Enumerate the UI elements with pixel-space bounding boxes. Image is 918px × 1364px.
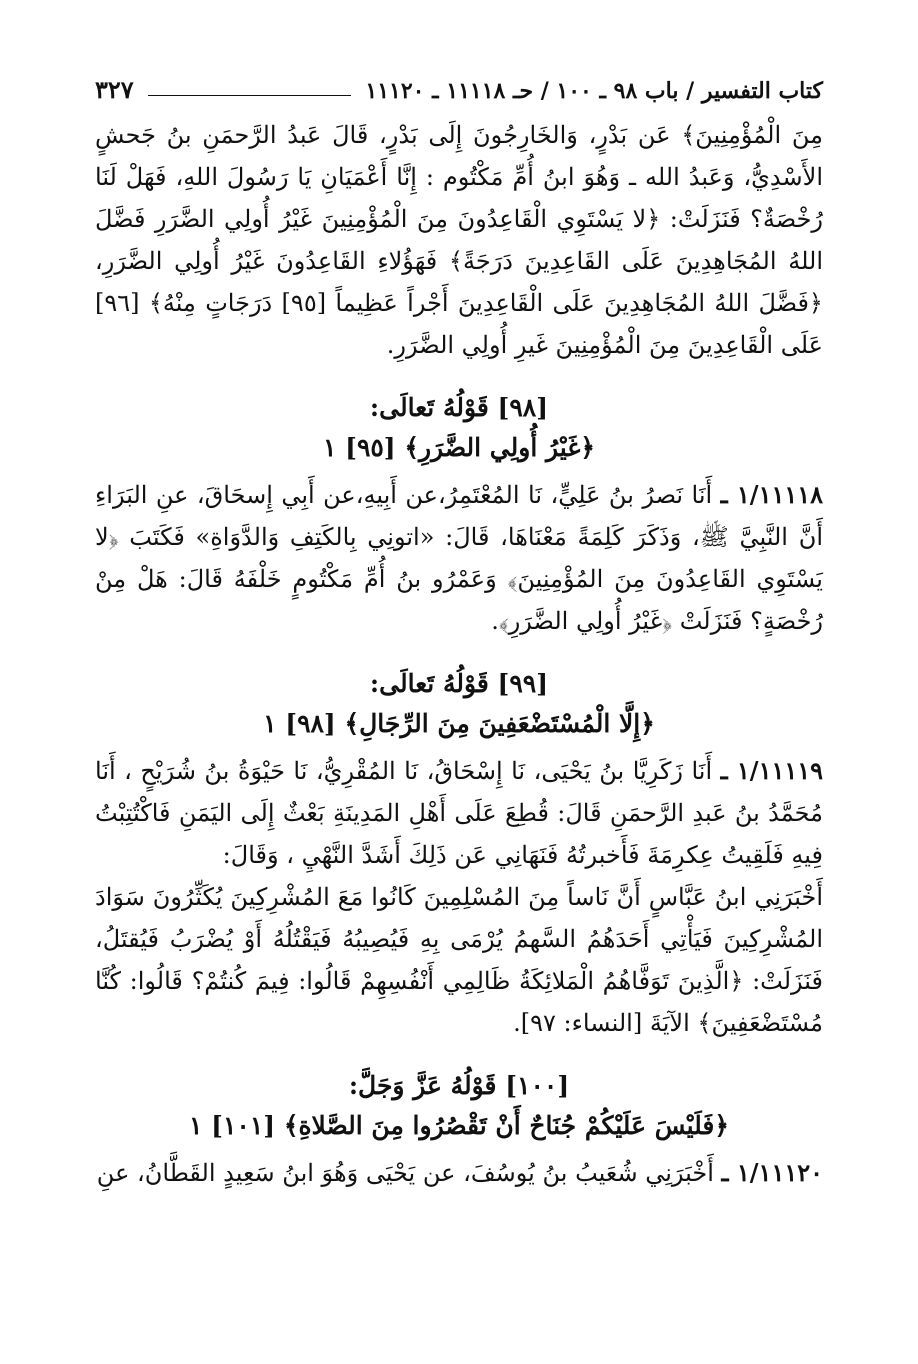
section-title: [١٠٠] قَوْلُهُ عَزَّ وَجَلَّ: bbox=[348, 1071, 570, 1100]
hadith-number: ١/١١١١٩ ـ bbox=[720, 756, 824, 785]
hadith-text: أَنَا نَصرُ بنُ عَلِيٍّ، نَا المُعْتَمِرُ،عن أَبِيهِ،عن أَبِي إِسحَاقَ، عنِ البَرَاءِ أَنَّ النَّبِيَّ ﷺ، وَذَكَرَ كَلِمَةً مَعْنَاهَا، قَالَ: «اتونِي بِالكَتِفِ وَالدَّوَاةِ» فَكَتَبَ ﴿لا يَسْتَوِي القَاعِدُونَ مِنَ المُؤْمِنِينَ﴾ وَعَمْرُو بنُ أُمِّ مَكْتُومٍ خَلْفَهُ قَالَ: هَلْ مِنْ رُخْصَةٍ؟ فَنَزَلَتْ ﴿غَيْرُ أُولِي الضَّرَرِ﴾. bbox=[95, 481, 823, 635]
section-verse: ﴿إِلَّا الْمُسْتَضْعَفِينَ مِنَ الرِّجَالِ﴾ [٩٨] ١ bbox=[263, 709, 655, 738]
running-header bbox=[95, 70, 823, 104]
hadith-text: أَنَا زَكَرِيَّا بنُ يَحْيَى، نَا إِسْحَاقُ، نَا المُقْرِيُّ، نَا حَيْوَةُ بنُ شُرَيْحٍ ، أَنَا مُحَمَّدُ بنُ عَبدِ الرَّحمَنِ قَالَ: قُطِعَ عَلَى أَهْلِ المَدِينَةِ بَعْثٌ إِلَى اليَمَنِ فَاكْتُتِبْتُ فِيهِ فَلَقِيتُ عِكرِمَةَ فَأَخبرتُهُ فَنَهَانِي عَن ذَلِكَ أَشَدَّ النَّهْيِ ، وَقَالَ: bbox=[95, 757, 823, 869]
hadith-paragraph bbox=[95, 1152, 823, 1194]
running-header-title: كتاب التفسير / باب ٩٨ ـ ١٠٠ / حـ ١١١١٨ ـ ١١١٢٠ bbox=[365, 78, 823, 104]
hadith-number: ١/١١١٢٠ ـ bbox=[721, 1158, 823, 1187]
section-verse: ﴿فَلَيْسَ عَلَيْكُمْ جُنَاحٌ أَنْ تَقْصُرُوا مِنَ الصَّلاةِ﴾ [١٠١] ١ bbox=[189, 1111, 729, 1140]
hadith-paragraph bbox=[95, 474, 823, 642]
section-98 bbox=[95, 388, 823, 642]
hadith-paragraph bbox=[95, 876, 823, 1044]
section-verse: ﴿غَيْرُ أُولِي الضَّرَرِ﴾ [٩٥] ١ bbox=[322, 433, 596, 462]
hadith-text: أَخْبَرَنِي ابنُ عَبَّاسٍ أَنَّ نَاساً مِنَ المُسْلِمِينَ كَانُوا مَعَ المُشْرِكِينَ يُكَثِّرُونَ سَوَادَ المُشْرِكِينَ فَيَأْتِي أَحَدَهُمُ السَّهمُ يُرْمَى بِهِ فَيُصِيبُهُ فَيَقْتُلُهُ أَوْ يُضْرَبُ فَيُقتَلُ، فَنَزَلَتْ: ﴿الَّذِينَ تَوَفَّاهُمُ الْمَلائِكَةُ ظَالِمِي أَنْفُسِهِمْ قَالُوا: فِيمَ كُنتُمْ؟ قَالُوا: كُنَّا مُسْتَضْعَفِينَ﴾ الآيَةَ [النساء: ٩٧]. bbox=[95, 883, 823, 1037]
page-number: ٣٢٧ bbox=[95, 75, 134, 104]
intro-block bbox=[95, 114, 823, 366]
section-99 bbox=[95, 664, 823, 1044]
intro-paragraph: مِنَ الْمُؤْمِنِينَ﴾ عَن بَدْرٍ، وَالخَارِجُونَ إِلَى بَدْرٍ، قَالَ عَبدُ الرَّحمَنِ بنُ جَحشٍ الأَسْدِيُّ، وَعَبدُ الله ـ وَهُوَ ابنُ أُمِّ مَكْتُوم : إِنَّا أَعْمَيَانِ يَا رَسُولَ اللهِ، فَهَلْ لَنَا رُخْصَةٌ؟ فَنَزَلَتْ: ﴿لا يَسْتَوِي الْقَاعِدُونَ مِنَ الْمُؤْمِنِينَ غَيْرُ أُولِي الضَّرَرِ فَضَّلَ اللهُ المُجَاهِدِينَ عَلَى القَاعِدِينَ دَرَجَةً﴾ فَهَؤُلاءِ القَاعِدُونَ غَيْرُ أُولِي الضَّرَرِ، ﴿فَضَّلَ اللهُ المُجَاهِدِينَ عَلَى الْقَاعِدِينَ أَجْراً عَظِيماً [٩٥] دَرَجَاتٍ مِنْهُ﴾ [٩٦] عَلَى الْقَاعِدِينَ مِنَ الْمُؤْمِنِينَ غَيرِ أُولِي الضَّرَرِ. bbox=[95, 121, 823, 359]
section-title: [٩٨] قَوْلُهُ تَعالَى: bbox=[369, 393, 549, 422]
hadith-number: ١/١١١١٨ ـ bbox=[720, 480, 824, 509]
hadith-text: أَخْبَرَنِي شُعَيبُ بنُ يُوسُفَ، عن يَحْيَى وَهُوَ ابنُ سَعِيدٍ القَطَّانُ، عنِ bbox=[96, 1159, 722, 1187]
section-title: [٩٩] قَوْلُهُ تَعالَى: bbox=[369, 669, 549, 698]
header-rule bbox=[148, 95, 352, 96]
section-100 bbox=[95, 1066, 823, 1194]
hadith-paragraph bbox=[95, 750, 823, 876]
